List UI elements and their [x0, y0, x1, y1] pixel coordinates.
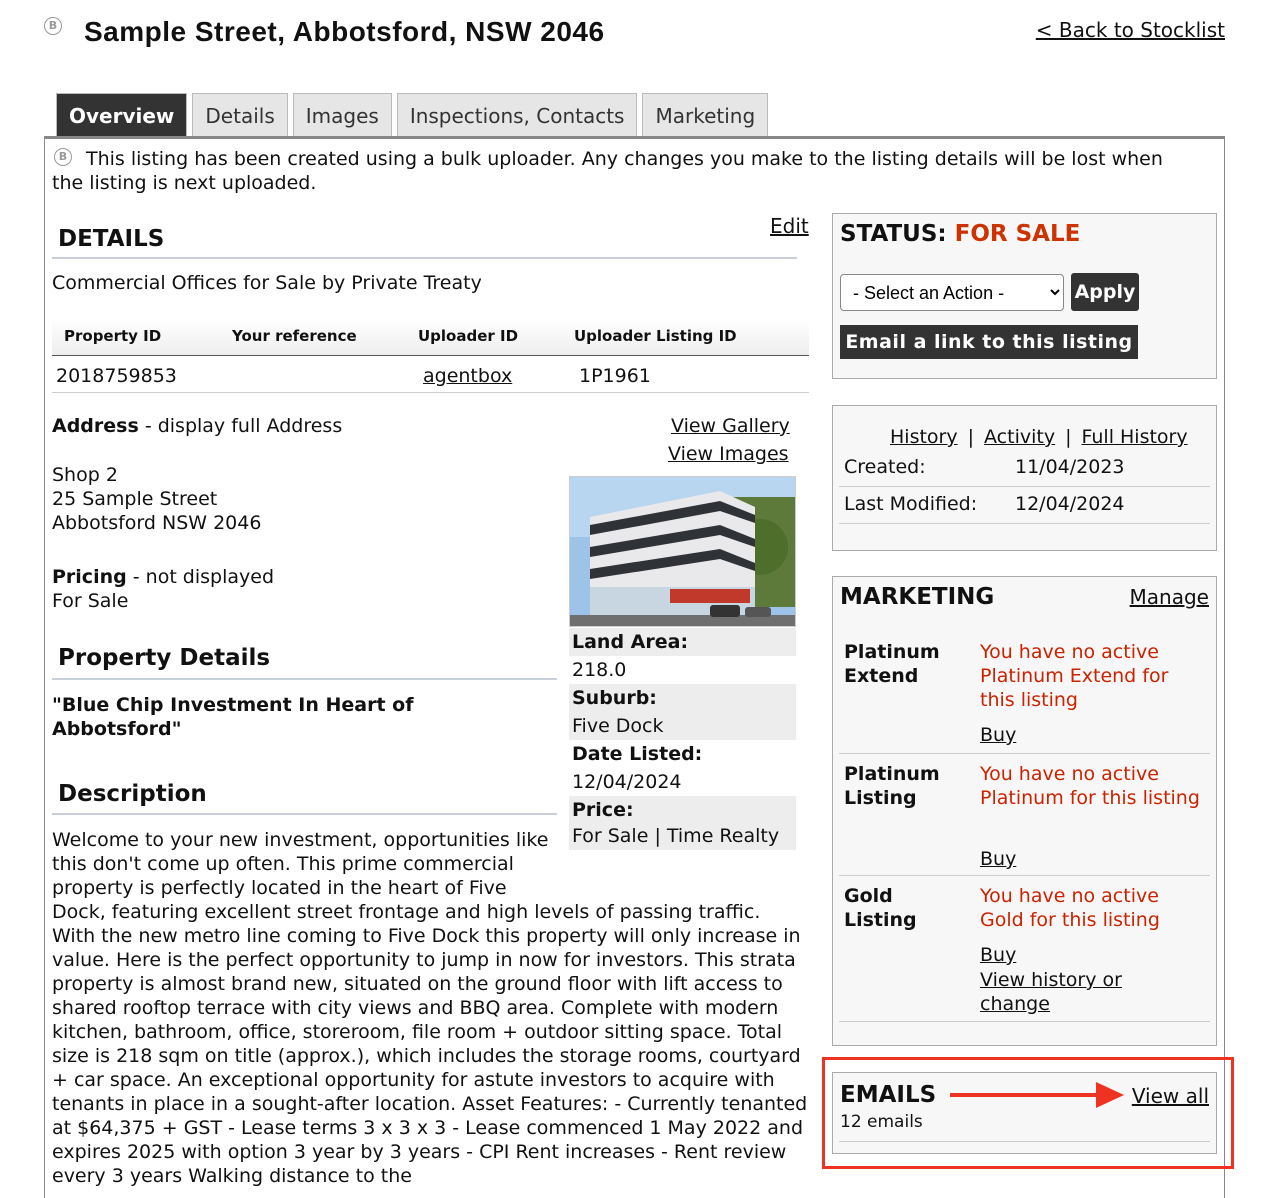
- property-details-divider: [52, 678, 557, 680]
- bulk-uploader-icon: B: [54, 148, 72, 166]
- address-line: Shop 2: [52, 464, 118, 486]
- buy-platinum-extend-link[interactable]: Buy: [980, 724, 1017, 746]
- page-title: Sample Street, Abbotsford, NSW 2046: [84, 16, 605, 47]
- tab-inspections-contacts[interactable]: Inspections, Contacts: [397, 93, 638, 137]
- action-select[interactable]: [840, 274, 1064, 311]
- description-body: [52, 828, 809, 1198]
- marketing-box: [832, 576, 1217, 1046]
- address-display-mode: - display full Address: [138, 415, 343, 437]
- bulk-uploader-notice: [52, 147, 1192, 195]
- land-area-value: 218.0: [569, 656, 796, 684]
- pricing-label: Pricing: [52, 566, 127, 588]
- buy-gold-link[interactable]: Buy: [980, 944, 1017, 966]
- history-link[interactable]: History: [890, 426, 958, 448]
- marketing-item-message: You have no active Platinum Extend for this listing: [980, 641, 1169, 711]
- marketing-item-message: You have no active Gold for this listing: [980, 885, 1160, 931]
- view-history-or-change-link[interactable]: View history or change: [980, 969, 1122, 1015]
- address-heading: [52, 415, 342, 437]
- marketing-item-platinum-listing: [839, 755, 1210, 876]
- property-headline: "Blue Chip Investment In Heart of Abbotsford": [52, 694, 414, 740]
- tab-bar: [56, 93, 768, 137]
- back-to-stocklist-link[interactable]: < Back to Stocklist: [1035, 18, 1225, 42]
- description-text: Welcome to your new investment, opportunities like this don't come up often. This prime commercial property is perfectly located in the heart of Five Dock, featuring excellent street frontage and high levels of passing traffic. With the new metro line coming to Five Dock this property will only increase in value. Here is the perfect opportunity to jump in now for investors. This strata property is almost brand new, situated on the ground floor with lift access to shared rooftop terrace with city views and BBQ area. Complete with modern kitchen, bathroom, office, storeroom, file room + outdoor sitting space. Total size is 218 sqm on title (approx.), which includes the storage rooms, courtyard + car space. An exceptional opportunity for astute investors to acquire with tenants in place in a sought-after location. Asset Features: - Currently tenanted at $64,375 + GST - Lease terms 3 x 3 x 3 - Lease commenced 1 May 2022 and expires 2025 with option 3 year by 3 years - CPI Rent increases - Rent review every 3 years Walking distance to the: [52, 829, 808, 1187]
- status-box: [832, 213, 1217, 379]
- address-lines: [52, 463, 261, 535]
- date-listed-value: 12/04/2024: [572, 771, 682, 793]
- link-separator: |: [1065, 426, 1072, 448]
- view-gallery-link[interactable]: View Gallery: [671, 415, 790, 437]
- marketing-item-name: Platinum Listing: [844, 763, 940, 809]
- pricing-block: [52, 565, 274, 613]
- status-heading: [840, 221, 1080, 247]
- modified-value: 12/04/2024: [1015, 493, 1125, 515]
- description-heading: Description: [58, 781, 207, 807]
- marketing-item-platinum-extend: [839, 629, 1210, 754]
- history-box: [832, 405, 1217, 551]
- status-value: FOR SALE: [954, 221, 1081, 247]
- price-label: Price:: [572, 799, 634, 821]
- tab-overview[interactable]: Overview: [56, 93, 187, 137]
- property-details-heading: Property Details: [58, 645, 271, 671]
- status-label: STATUS:: [840, 221, 947, 247]
- marketing-item-name: Gold Listing: [844, 885, 917, 931]
- edit-link[interactable]: Edit: [770, 214, 809, 238]
- marketing-item-name: Platinum Extend: [844, 641, 940, 687]
- col-your-reference: Your reference: [232, 327, 357, 345]
- marketing-item-gold-listing: [839, 877, 1210, 1022]
- tab-details[interactable]: Details: [192, 93, 287, 137]
- address-label: Address: [52, 415, 139, 437]
- ids-row-divider: [52, 392, 809, 393]
- details-heading: DETAILS: [58, 226, 165, 252]
- pricing-value: For Sale: [52, 590, 129, 612]
- tab-marketing[interactable]: Marketing: [642, 93, 768, 137]
- view-all-emails-link[interactable]: View all: [1131, 1084, 1209, 1108]
- history-links: [890, 426, 1188, 448]
- apply-button[interactable]: Apply: [1071, 273, 1139, 311]
- bulk-uploader-icon: B: [44, 17, 62, 35]
- col-uploader-id: Uploader ID: [418, 327, 519, 345]
- created-value: 11/04/2023: [1015, 456, 1125, 478]
- emails-heading: EMAILS: [840, 1082, 937, 1108]
- description-float-spacer: [552, 828, 809, 888]
- col-property-id: Property ID: [64, 327, 162, 345]
- notice-text: This listing has been created using a bulk uploader. Any changes you make to the listing details will be lost when the listing is next uploaded.: [52, 148, 1163, 194]
- col-uploader-listing-id: Uploader Listing ID: [574, 327, 737, 345]
- modified-label: Last Modified:: [844, 493, 978, 515]
- address-line: Abbotsford NSW 2046: [52, 512, 262, 534]
- listing-subtitle: Commercial Offices for Sale by Private Treaty: [52, 272, 482, 294]
- uploader-id-link[interactable]: agentbox: [423, 365, 513, 387]
- suburb-label: Suburb:: [572, 687, 657, 709]
- marketing-heading: MARKETING: [840, 584, 995, 610]
- description-divider: [52, 813, 557, 815]
- suburb-value: Five Dock: [572, 715, 664, 737]
- tab-images[interactable]: Images: [293, 93, 392, 137]
- date-listed-label: Date Listed:: [572, 743, 703, 765]
- address-line: 25 Sample Street: [52, 488, 218, 510]
- modified-row: [839, 489, 1210, 524]
- listing-info-panel: [569, 628, 796, 850]
- activity-link[interactable]: Activity: [984, 426, 1056, 448]
- pricing-display-mode: - not displayed: [126, 566, 275, 588]
- buy-platinum-link[interactable]: Buy: [980, 848, 1017, 870]
- created-row: [839, 454, 1210, 487]
- created-label: Created:: [844, 456, 926, 478]
- property-id-value: 2018759853: [56, 365, 177, 387]
- annotation-arrow-icon: [948, 1080, 1128, 1110]
- annotation-highlight-box: [822, 1057, 1234, 1169]
- view-images-link[interactable]: View Images: [668, 443, 789, 465]
- uploader-listing-id-value: 1P1961: [579, 365, 651, 387]
- link-separator: |: [967, 426, 975, 448]
- full-history-link[interactable]: Full History: [1081, 426, 1188, 448]
- marketing-item-message: You have no active Platinum for this listing: [980, 763, 1200, 809]
- manage-link[interactable]: Manage: [1129, 585, 1209, 609]
- property-photo[interactable]: [569, 476, 796, 627]
- emails-count: 12 emails: [840, 1112, 923, 1132]
- details-divider: [52, 257, 797, 259]
- land-area-label: Land Area:: [572, 631, 689, 653]
- price-value: For Sale | Time Realty: [572, 825, 780, 847]
- email-link-button[interactable]: Email a link to this listing: [840, 325, 1138, 359]
